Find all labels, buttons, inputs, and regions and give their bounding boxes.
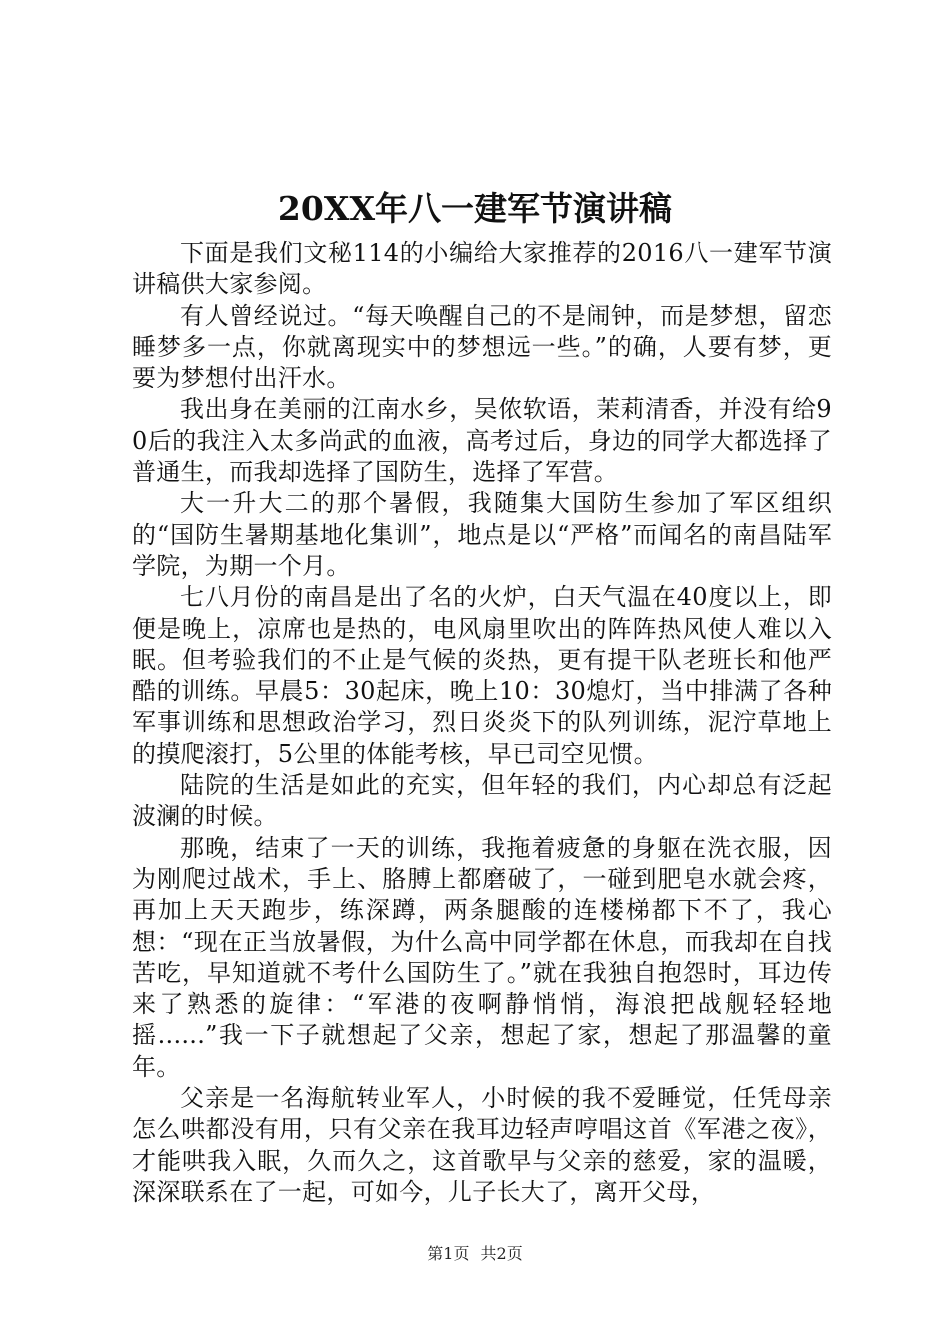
paragraph: 父亲是一名海航转业军人，小时候的我不爱睡觉，任凭母亲怎么哄都没有用，只有父亲在我耳边轻声哼唱这首《军港之夜》，才能哄我入眠，久而久之，这首歌早与父亲的慈爱，家的温暖，深深联系在了一起，可如今，儿子长大了，离开父母， bbox=[132, 1084, 832, 1206]
page-number: 第1页 bbox=[427, 1244, 470, 1263]
page-total: 共2页 bbox=[480, 1244, 523, 1263]
paragraph: 大一升大二的那个暑假，我随集大国防生参加了军区组织的“国防生暑期基地化集训”，地点是以“严格”而闻名的南昌陆军学院，为期一个月。 bbox=[132, 489, 832, 580]
document-title: 20XX年八一建军节演讲稿 bbox=[277, 189, 673, 228]
paragraph: 七八月份的南昌是出了名的火炉，白天气温在40度以上，即便是晚上，凉席也是热的，电风扇里吹出的阵阵热风使人难以入眠。但考验我们的不止是气候的炎热，更有提干队老班长和他严酷的训练。早晨5：30起床，晚上10：30熄灯，当中排满了各种军事训练和思想政治学习，烈日炎炎下的队列训练，泥泞草地上的摸爬滚打，5公里的体能考核，早已司空见惯。 bbox=[132, 583, 832, 768]
paragraph: 那晚，结束了一天的训练，我拖着疲惫的身躯在洗衣服，因为刚爬过战术，手上、胳膊上都磨破了，一碰到肥皂水就会疼，再加上天天跑步，练深蹲，两条腿酸的连楼梯都下不了，我心想：“现在正当放暑假，为什么高中同学都在休息，而我却在自找苦吃，早知道就不考什么国防生了。”就在我独自抱怨时，耳边传来了熟悉的旋律：“军港的夜啊静悄悄，海浪把战舰轻轻地摇......”我一下子就想起了父亲，想起了家，想起了那温馨的童年。 bbox=[132, 833, 832, 1081]
paragraph: 下面是我们文秘114的小编给大家推荐的2016八一建军节演讲稿供大家参阅。 bbox=[132, 239, 832, 299]
paragraph: 陆院的生活是如此的充实，但年轻的我们，内心却总有泛起波澜的时候。 bbox=[132, 771, 832, 831]
page-footer bbox=[0, 1244, 950, 1264]
paragraph: 有人曾经说过。“每天唤醒自己的不是闹钟，而是梦想，留恋睡梦多一点，你就离现实中的梦想远一些。”的确，人要有梦，更要为梦想付出汗水。 bbox=[132, 301, 832, 393]
paragraph: 我出身在美丽的江南水乡，吴侬软语，茉莉清香，并没有给90后的我注入太多尚武的血液，高考过后，身边的同学大都选择了普通生，而我却选择了国防生，选择了军营。 bbox=[132, 395, 832, 487]
document-body bbox=[132, 238, 832, 1208]
